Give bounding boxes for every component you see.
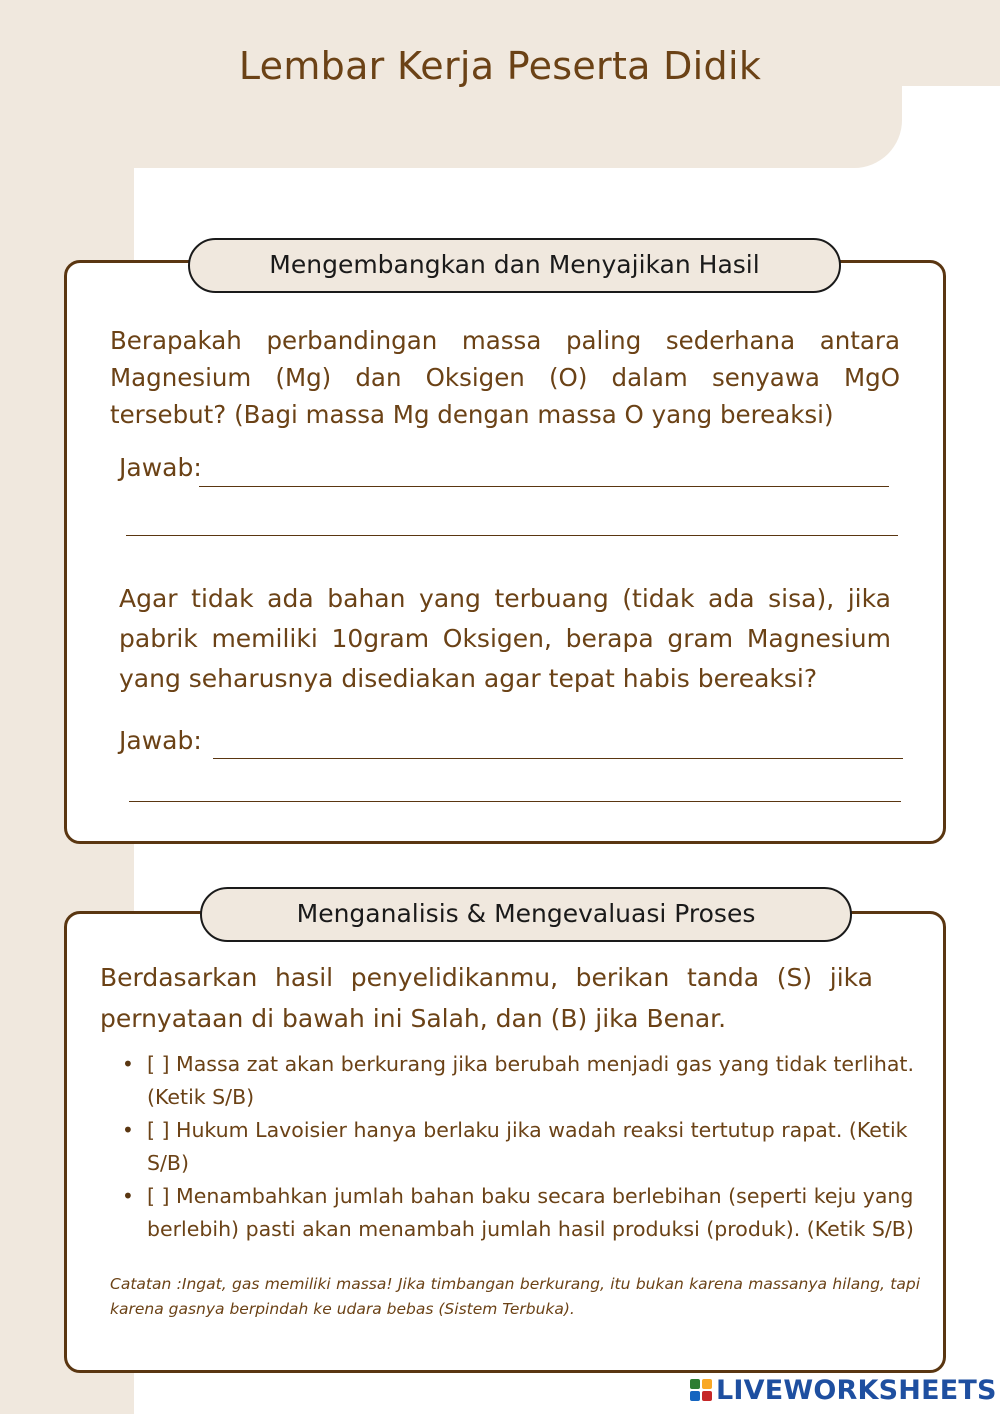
page-title: Lembar Kerja Peserta Didik — [238, 44, 762, 88]
answer-2-label: Jawab: — [119, 726, 202, 755]
answer-1-line-2[interactable] — [126, 535, 898, 536]
answer-1-label: Jawab: — [119, 453, 202, 482]
liveworksheets-logo[interactable] — [690, 1374, 997, 1406]
answer-2-line-2[interactable] — [129, 801, 901, 802]
background-title-band — [0, 86, 902, 168]
statement-item[interactable]: • [ ] Massa zat akan berkurang jika berubah menjadi gas yang tidak terlihat. (Ketik S/B) — [116, 1048, 920, 1114]
note-text: Catatan :Ingat, gas memiliki massa! Jika timbangan berkurang, itu bukan karena massanya hilang, tapi karena gasnya berpindah ke udara bebas (Sistem Terbuka). — [110, 1275, 920, 1318]
statement-item[interactable]: • [ ] Menambahkan jumlah bahan baku secara berlebihan (seperti keju yang berlebih) pasti akan menambah jumlah hasil produksi (produk). (Ketik S/B) — [116, 1180, 920, 1246]
bullet-icon: • — [122, 1118, 134, 1142]
bullet-icon: • — [122, 1184, 134, 1208]
statement-list — [116, 1048, 920, 1246]
question-2: Agar tidak ada bahan yang terbuang (tidak ada sisa), jika pabrik memiliki 10gram Oksigen, berapa gram Magnesium yang seharusnya disediakan agar tepat habis bereaksi? — [119, 584, 891, 693]
bullet-icon: • — [122, 1052, 134, 1076]
instructions-text: Berdasarkan hasil penyelidikanmu, berikan tanda (S) jika pernyataan di bawah ini Salah, dan (B) jika Benar. — [100, 963, 873, 1033]
answer-1-line-1[interactable] — [199, 486, 889, 487]
answer-2-line-1[interactable] — [213, 758, 903, 759]
liveworksheets-logo-icon — [690, 1379, 712, 1401]
liveworksheets-logo-text: LIVEWORKSHEETS — [716, 1374, 997, 1406]
statement-item[interactable]: • [ ] Hukum Lavoisier hanya berlaku jika wadah reaksi tertutup rapat. (Ketik S/B) — [116, 1114, 920, 1180]
section-header-develop-present: Mengembangkan dan Menyajikan Hasil — [188, 238, 841, 293]
question-1: Berapakah perbandingan massa paling sederhana antara Magnesium (Mg) dan Oksigen (O) dalam senyawa MgO tersebut? (Bagi massa Mg dengan massa O yang bereaksi) — [110, 326, 900, 429]
section-header-analyze-evaluate: Menganalisis & Mengevaluasi Proses — [200, 887, 852, 942]
